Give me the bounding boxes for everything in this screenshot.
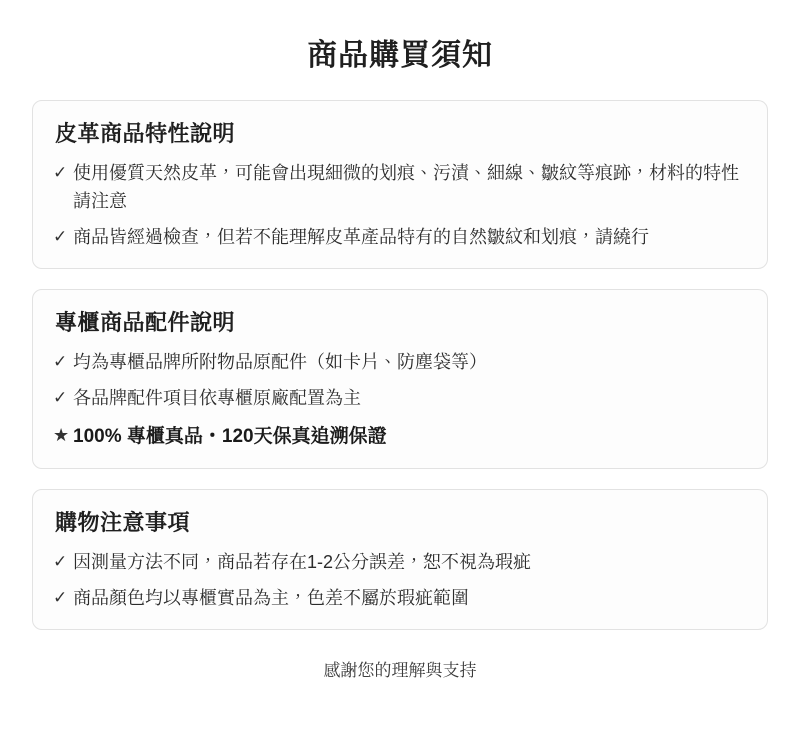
check-icon: ✓: [53, 551, 68, 571]
list-item: [53, 385, 747, 413]
section-card-accessories: [32, 289, 768, 469]
list-item-text: 商品顏色均以專櫃實品為主，色差不屬於瑕疵範圍: [73, 587, 469, 608]
guarantee-highlight: [53, 422, 747, 451]
star-icon: ★: [53, 425, 70, 446]
section-title: 皮革商品特性說明: [55, 121, 236, 146]
section-card-leather: [32, 100, 768, 269]
check-icon: ✓: [53, 387, 68, 407]
list-item: [53, 349, 747, 377]
guarantee-text: 100% 專櫃真品・120天保真追溯保證: [73, 426, 387, 448]
check-icon: ✓: [53, 226, 68, 246]
check-icon: ✓: [53, 163, 68, 182]
list-item: [53, 549, 747, 577]
list-item-text: 各品牌配件項目依專櫃原廠配置為主: [73, 387, 361, 408]
section-card-shopping-notes: [32, 489, 768, 630]
check-icon: ✓: [53, 351, 68, 371]
page-title: 商品購買須知: [307, 39, 493, 72]
list-item-text: 商品皆經過檢查，但若不能理解皮革產品特有的自然皺紋和划痕，請繞行: [73, 226, 649, 247]
list-item-text: 均為專櫃品牌所附物品原配件（如卡片、防塵袋等）: [73, 351, 487, 372]
section-title: 購物注意事項: [55, 509, 191, 535]
list-item: [53, 585, 747, 613]
check-icon: ✓: [53, 587, 68, 607]
list-item-text: 因測量方法不同，商品若存在1-2公分誤差，恕不視為瑕疵: [73, 551, 532, 572]
section-title: 專櫃商品配件說明: [55, 309, 236, 335]
list-item-text: 使用優質天然皮革，可能會出現細微的划痕、污漬、細線、皺紋等痕跡，材料的特性請注意: [73, 163, 739, 211]
list-item: [53, 160, 747, 216]
footer-note: 感謝您的理解與支持: [323, 660, 477, 680]
list-item: [53, 224, 747, 252]
